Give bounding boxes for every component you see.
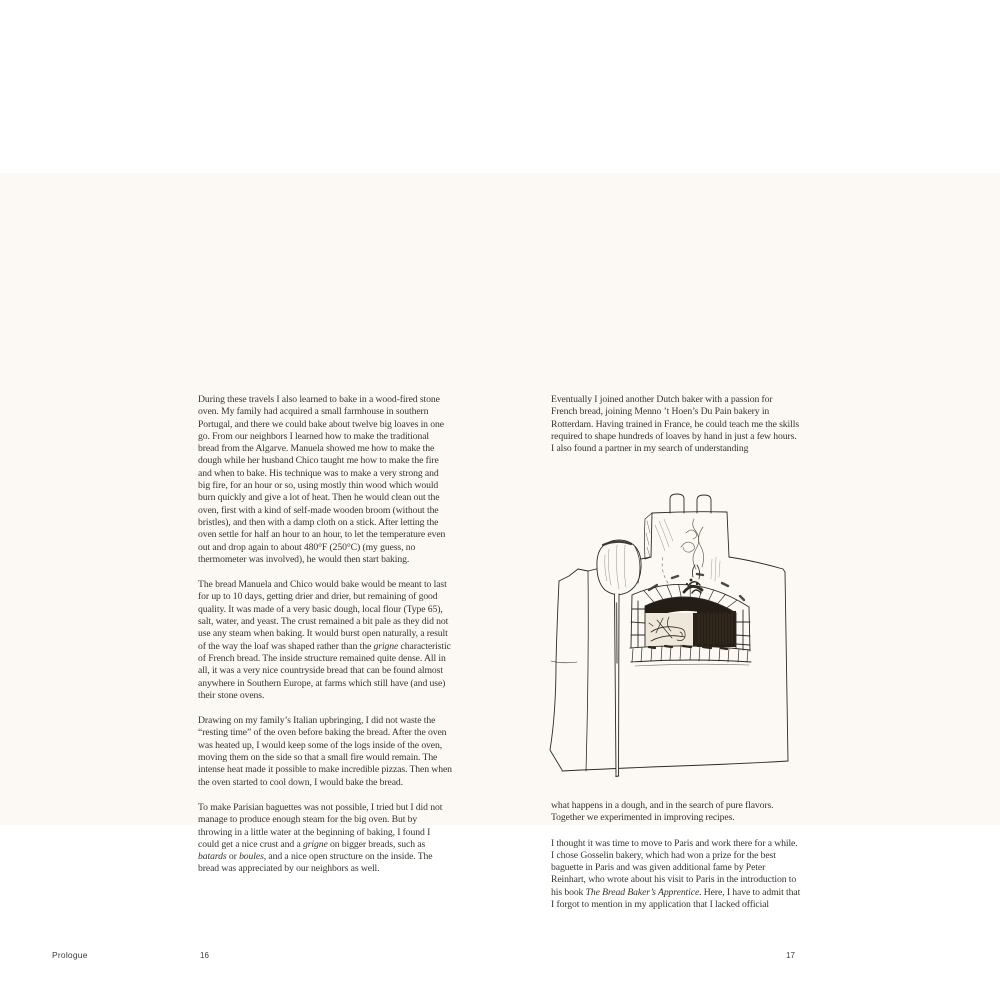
- body-paragraph: what happens in a dough, and in the search of pure flavors. Together we experimented in improving recipes.: [551, 800, 774, 824]
- body-paragraph: During these travels I also learned to bake in a wood-fired stone oven. My family had acquired a small farmhouse in southern Portugal, and there we could bake about twelve big loaves in one go. From our neighbors I learned how to make the traditional bread from the Algarve. Manuela showed me how to make the dough while her husband Chico taught me how to make the fire and when to bake. His technique was to make a very strong and big fire, for an hour or so, using mostly thin wood which would burn quickly and give a lot of heat. Then he would clean out the oven, first with a kind of self-made wooden broom (without the bristles), and then with a damp cloth on a stick. After letting the oven settle for half an hour to an hour, to let the temperature even out and drop again to about 480°F (250°C) (my guess, no thermometer was involved), he would then start baking.: [198, 394, 446, 565]
- body-paragraph: To make Parisian baguettes was not possible, I tried but I did not manage to produce enough steam for the big oven. But by throwing in a little water at the beginning of baking, I found I could get a nice crust and a grigne on bigger breads, such as batards or boules, and a nice open structure on the inside. The bread was appreciated by our neighbors as well.: [198, 801, 443, 875]
- body-paragraph: The bread Manuela and Chico would bake would be meant to last for up to 10 days, getting drier and drier, but remaining of good quality. It was made of a very basic dough, local flour (Type 65), salt, water, and yeast. The crust remained a bit pale as they did not use any steam when baking. It would burst open naturally, a result of the way the loaf was shaped rather than the grigne characteristic of French bread. The inside structure remained quite dense. All in all, it was a very nice countryside bread that can be found almost anywhere in Southern Europe, at farms which still have (and use) their stone ovens.: [198, 579, 451, 701]
- book-spread: [0, 173, 1000, 960]
- smoke-and-fire-sketch: [662, 519, 720, 593]
- right-page-text-bottom: [551, 800, 801, 911]
- right-page-number: 17: [786, 951, 795, 960]
- left-page-text: [198, 394, 452, 876]
- left-page-number: 16: [200, 951, 209, 960]
- wood-fired-oven-illustration: [545, 473, 805, 783]
- body-paragraph: I thought it was time to move to Paris and work there for a while. I chose Gosselin bakery, which had won a prize for the best baguette in Paris and was given additional fame by Peter Reinhart, who wrote about his visit to Paris in the introduction to his book The Bread Baker’s Apprentice. Here, I have to admit that I forgot to mention in my application that I lacked official: [551, 837, 801, 911]
- body-paragraph: Eventually I joined another Dutch baker with a passion for French bread, joining Menno ’t Hoen’s Du Pain bakery in Rotterdam. Having trained in France, he could teach me the skills required to shape hundreds of loaves by hand in just a few hours. I also found a partner in my search of understanding: [551, 394, 799, 455]
- section-label: Prologue: [52, 950, 88, 960]
- baker-peel-sketch: [597, 540, 641, 777]
- right-page-text-top: [551, 394, 801, 455]
- body-paragraph: Drawing on my family’s Italian upbringing, I did not waste the “resting time” of the oven before baking the bread. After the oven was heated up, I would keep some of the logs inside of the oven, moving them on the side so that a small fire would remain. The intense heat made it possible to make incredible pizzas. Then when the oven started to cool down, I would bake the bread.: [198, 715, 452, 788]
